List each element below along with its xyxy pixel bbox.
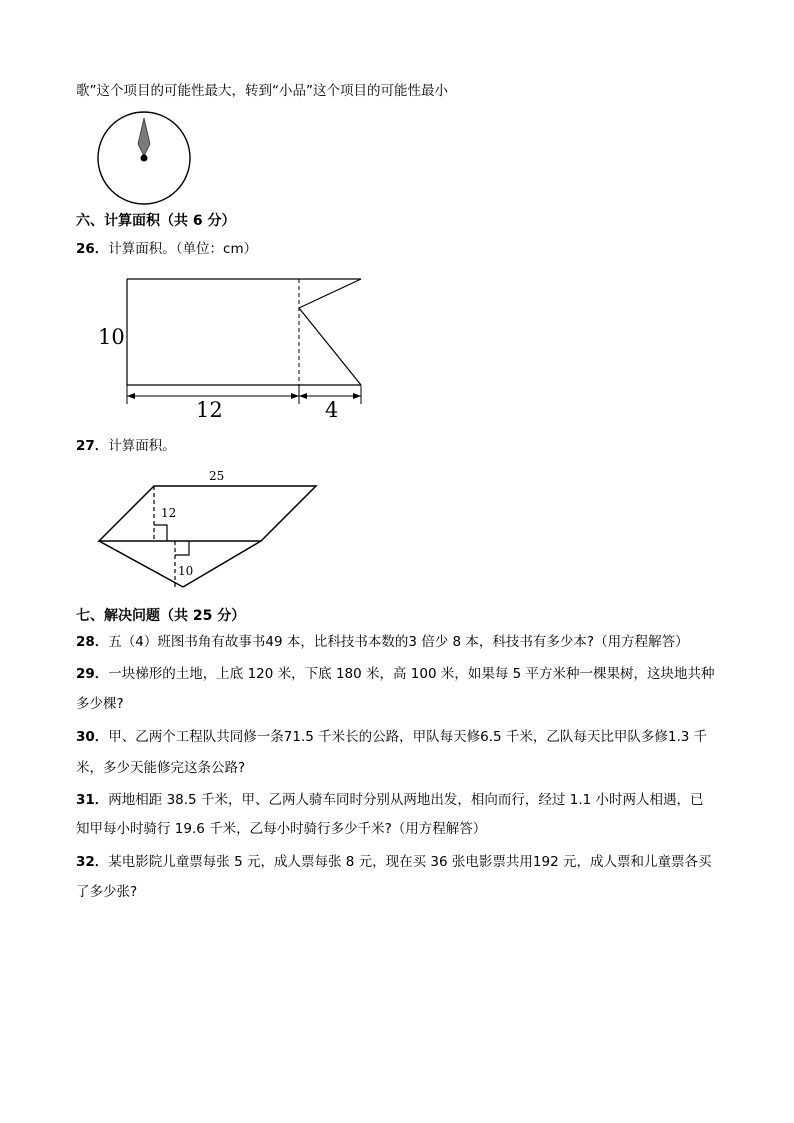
question-number: 31． <box>76 792 109 808</box>
question-text-line1: 甲、乙两个工程队共同修一条71.5 千米长的公路，甲队每天修6.5 千米，乙队每天比甲队多修1.3 千 <box>108 729 708 745</box>
question-31 <box>76 791 704 809</box>
question-29 <box>76 665 715 683</box>
question-number: 29． <box>76 666 109 682</box>
question-27 <box>76 437 176 455</box>
question-number: 27． <box>76 438 109 454</box>
question-number: 32． <box>76 854 109 870</box>
pointer-pivot <box>141 155 148 162</box>
top-side-label: 25 <box>209 469 225 483</box>
pointer-needle <box>138 118 150 156</box>
question-number: 28． <box>76 634 109 650</box>
section-7-title: 七、解决问题（共 25 分） <box>76 608 246 624</box>
question-31-line2: 知甲每小时骑行 19.6 千米，乙每小时骑行多少千米?（用方程解答） <box>76 821 487 837</box>
continuation-text: 歌”这个项目的可能性最大，转到“小品”这个项目的可能性最小 <box>76 83 448 99</box>
spinner-dial-figure <box>96 110 192 206</box>
question-number: 26． <box>76 241 109 257</box>
question-text: 五（4）班图书角有故事书49 本，比科技书本数的3 倍少 8 本，科技书有多少本?（用方程解答） <box>108 634 689 650</box>
question-30-line2: 米，多少天能修完这条公路? <box>76 760 246 776</box>
rect-width-label: 12 <box>196 398 223 422</box>
question-text-line1: 两地相距 38.5 千米，甲、乙两人骑车同时分别从两地出发，相向而行，经过 1.1 小时两人相遇，已 <box>108 792 704 808</box>
lower-height-label: 10 <box>178 564 194 578</box>
question-26 <box>76 240 257 258</box>
question-text: 计算面积。（单位：cm） <box>108 241 258 257</box>
question-28 <box>76 633 689 651</box>
question-number: 30． <box>76 729 109 745</box>
height-label: 10 <box>98 325 125 349</box>
section-6-title: 六、计算面积（共 6 分） <box>76 213 236 229</box>
question-30 <box>76 728 707 746</box>
question-text-line1: 某电影院儿童票每张 5 元，成人票每张 8 元，现在买 36 张电影票共用192 元，成人票和儿童票各买 <box>108 854 712 870</box>
q27-figure <box>95 465 325 595</box>
question-text-line1: 一块梯形的土地，上底 120 米，下底 180 米，高 100 米，如果每 5 平方米种一棵果树，这块地共种 <box>108 666 715 682</box>
triangle-width-label: 4 <box>325 398 339 422</box>
question-29-line2: 多少棵? <box>76 696 124 712</box>
question-32-line2: 了多少张? <box>76 884 138 900</box>
question-text: 计算面积。 <box>108 438 176 454</box>
question-32 <box>76 853 711 871</box>
upper-height-label: 12 <box>161 506 177 520</box>
q26-figure <box>90 270 380 425</box>
